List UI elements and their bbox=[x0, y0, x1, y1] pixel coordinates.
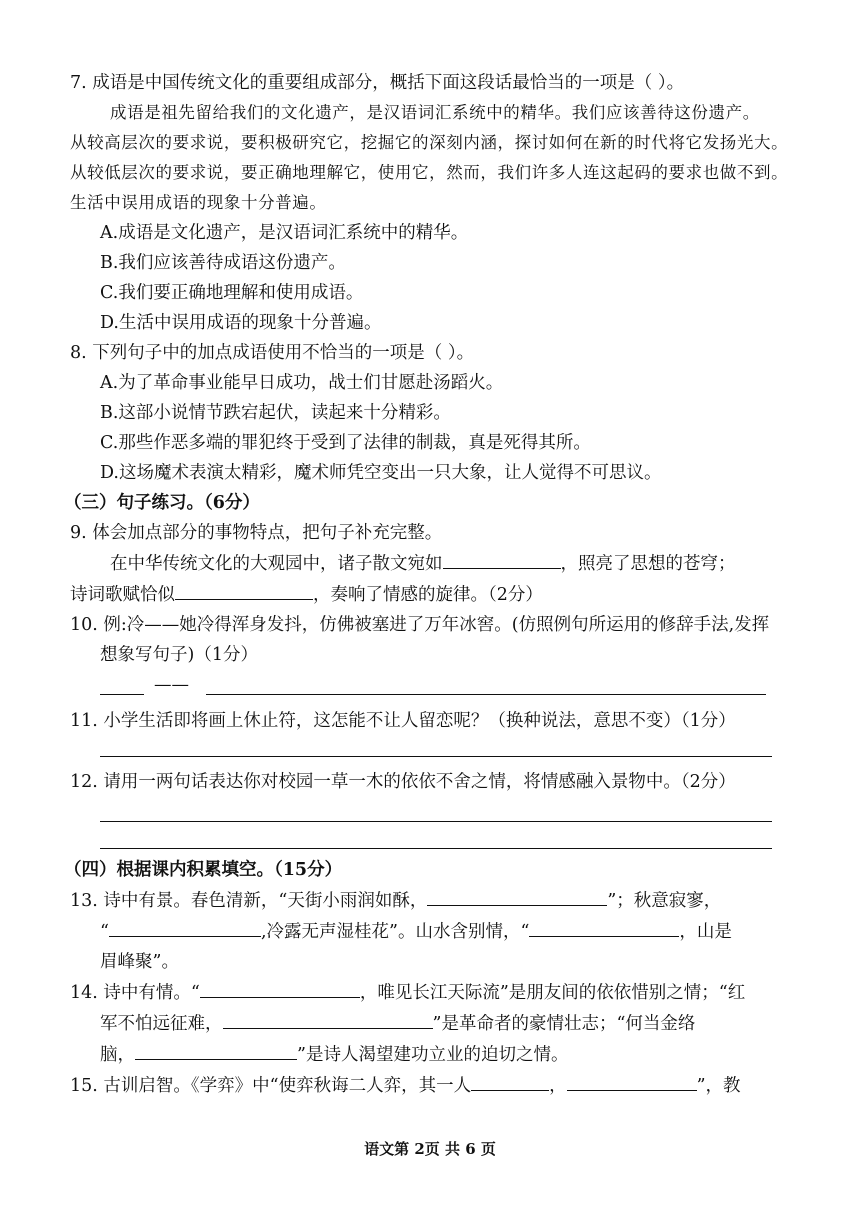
q13-blank-2[interactable] bbox=[109, 916, 261, 937]
q15-blank-2[interactable] bbox=[567, 1070, 697, 1091]
q9-text: 在中华传统文化的大观园中，诸子散文宛如 bbox=[110, 554, 443, 574]
page-footer: 语文第 2页 共 6 页 bbox=[364, 1140, 496, 1158]
q7-option-c: C.我们要正确地理解和使用成语。 bbox=[100, 283, 364, 303]
q10-stem-cont: 想象写句子)（1分） bbox=[100, 645, 258, 665]
q9-line-1 bbox=[70, 548, 790, 579]
q14-text: 脑， bbox=[100, 1045, 135, 1065]
q8-stem: 8. 下列句子中的加点成语使用不恰当的一项是（ ）。 bbox=[70, 343, 475, 363]
q7-option-a: A.成语是文化遗产，是汉语词汇系统中的精华。 bbox=[100, 223, 469, 243]
q14-text: 军不怕远征难， bbox=[100, 1014, 223, 1034]
q8-option-d: D.这场魔术表演太精彩，魔术师凭空变出一只大象，让人觉得不可思议。 bbox=[100, 463, 662, 483]
q13-line-2 bbox=[70, 916, 790, 947]
q10-answer-row bbox=[70, 670, 790, 702]
q13-text: ，山是 bbox=[679, 922, 732, 942]
q15-text: ”，教 bbox=[696, 1076, 741, 1096]
q14-text: ”是革命者的豪情壮志；“何当金络 bbox=[432, 1014, 696, 1034]
q13-text: ”；秋意寂寥， bbox=[607, 891, 722, 911]
q10-blank-sentence[interactable] bbox=[206, 674, 766, 695]
q10-blank-word[interactable] bbox=[100, 674, 144, 695]
q12-answer-line[interactable] bbox=[100, 822, 772, 849]
q10-dash: —— bbox=[154, 675, 189, 695]
q9-text: ，照亮了思想的苍穹； bbox=[560, 554, 736, 574]
q7-stem: 7. 成语是中国传统文化的重要组成部分，概括下面这段话最恰当的一项是（ ）。 bbox=[70, 73, 685, 93]
q14-text: ”是诗人渴望建功立业的迫切之情。 bbox=[297, 1045, 569, 1065]
q15-text: 15. 古训启智。《学弈》中“使弈秋诲二人弈，其一人 bbox=[70, 1076, 472, 1096]
q15-text: ， bbox=[549, 1076, 567, 1096]
q7-option-b: B.我们应该善待成语这份遗产。 bbox=[100, 253, 346, 273]
q7-passage-line: 从较高层次的要求说，要积极研究它，挖掘它的深刻内涵，探讨如何在新的时代将它发扬光大。 bbox=[70, 133, 789, 152]
section-3-heading: （三）句子练习。（6分） bbox=[64, 493, 260, 513]
q9-line-2 bbox=[70, 579, 790, 610]
q14-line-1 bbox=[70, 977, 790, 1008]
q13-line-1 bbox=[70, 885, 790, 916]
q7-passage-line: 从较低层次的要求说，要正确地理解它，使用它，然而，我们许多人连这起码的要求也做不到。 bbox=[70, 163, 789, 182]
q13-text: “ bbox=[100, 922, 109, 942]
q7-option-d: D.生活中误用成语的现象十分普遍。 bbox=[100, 313, 382, 333]
q14-blank-1[interactable] bbox=[200, 977, 360, 998]
q14-blank-2[interactable] bbox=[223, 1008, 433, 1029]
q13-text: 13. 诗中有景。春色清新，“天街小雨润如酥， bbox=[70, 891, 428, 911]
q14-blank-3[interactable] bbox=[135, 1039, 297, 1060]
q14-line-2 bbox=[70, 1008, 790, 1039]
q7-passage-line: 生活中误用成语的现象十分普遍。 bbox=[70, 193, 327, 212]
q12-stem: 12. 请用一两句话表达你对校园一草一木的依依不舍之情，将情感融入景物中。（2分） bbox=[70, 772, 736, 792]
q8-option-c: C.那些作恶多端的罪犯终于受到了法律的制裁，真是死得其所。 bbox=[100, 433, 591, 453]
q9-blank-2[interactable] bbox=[175, 579, 313, 600]
q10-stem: 10. 例:冷——她冷得浑身发抖，仿佛被塞进了万年冰窖。(仿照例句所运用的修辞手法,发挥 bbox=[70, 615, 770, 635]
q13-line-3: 眉峰聚”。 bbox=[100, 952, 179, 972]
q9-blank-1[interactable] bbox=[443, 548, 561, 569]
q12-answer-line[interactable] bbox=[100, 795, 772, 822]
q8-option-b: B.这部小说情节跌宕起伏，读起来十分精彩。 bbox=[100, 403, 451, 423]
q13-blank-1[interactable] bbox=[427, 885, 607, 906]
section-4-heading: （四）根据课内积累填空。（15分） bbox=[64, 860, 343, 880]
q14-line-3 bbox=[70, 1039, 790, 1070]
q11-stem: 11. 小学生活即将画上休止符，这怎能不让人留恋呢？（换种说法，意思不变）（1分） bbox=[70, 711, 736, 731]
q14-text: ，唯见长江天际流”是朋友间的依依惜别之情；“红 bbox=[359, 983, 746, 1003]
q9-stem: 9. 体会加点部分的事物特点，把句子补充完整。 bbox=[70, 523, 443, 543]
q8-option-a: A.为了革命事业能早日成功，战士们甘愿赴汤蹈火。 bbox=[100, 373, 504, 393]
q7-passage-line: 成语是祖先留给我们的文化遗产，是汉语词汇系统中的精华。我们应该善待这份遗产。 bbox=[110, 103, 760, 122]
q13-blank-3[interactable] bbox=[529, 916, 679, 937]
q14-text: 14. 诗中有情。“ bbox=[70, 983, 200, 1003]
q15-blank-1[interactable] bbox=[471, 1070, 549, 1091]
q13-text: ,冷露无声湿桂花”。山水含别情，“ bbox=[260, 922, 530, 942]
q9-text: ，奏响了情感的旋律。（2分） bbox=[313, 585, 543, 605]
q9-text: 诗词歌赋恰似 bbox=[70, 585, 175, 605]
q15-line-1 bbox=[70, 1070, 790, 1101]
